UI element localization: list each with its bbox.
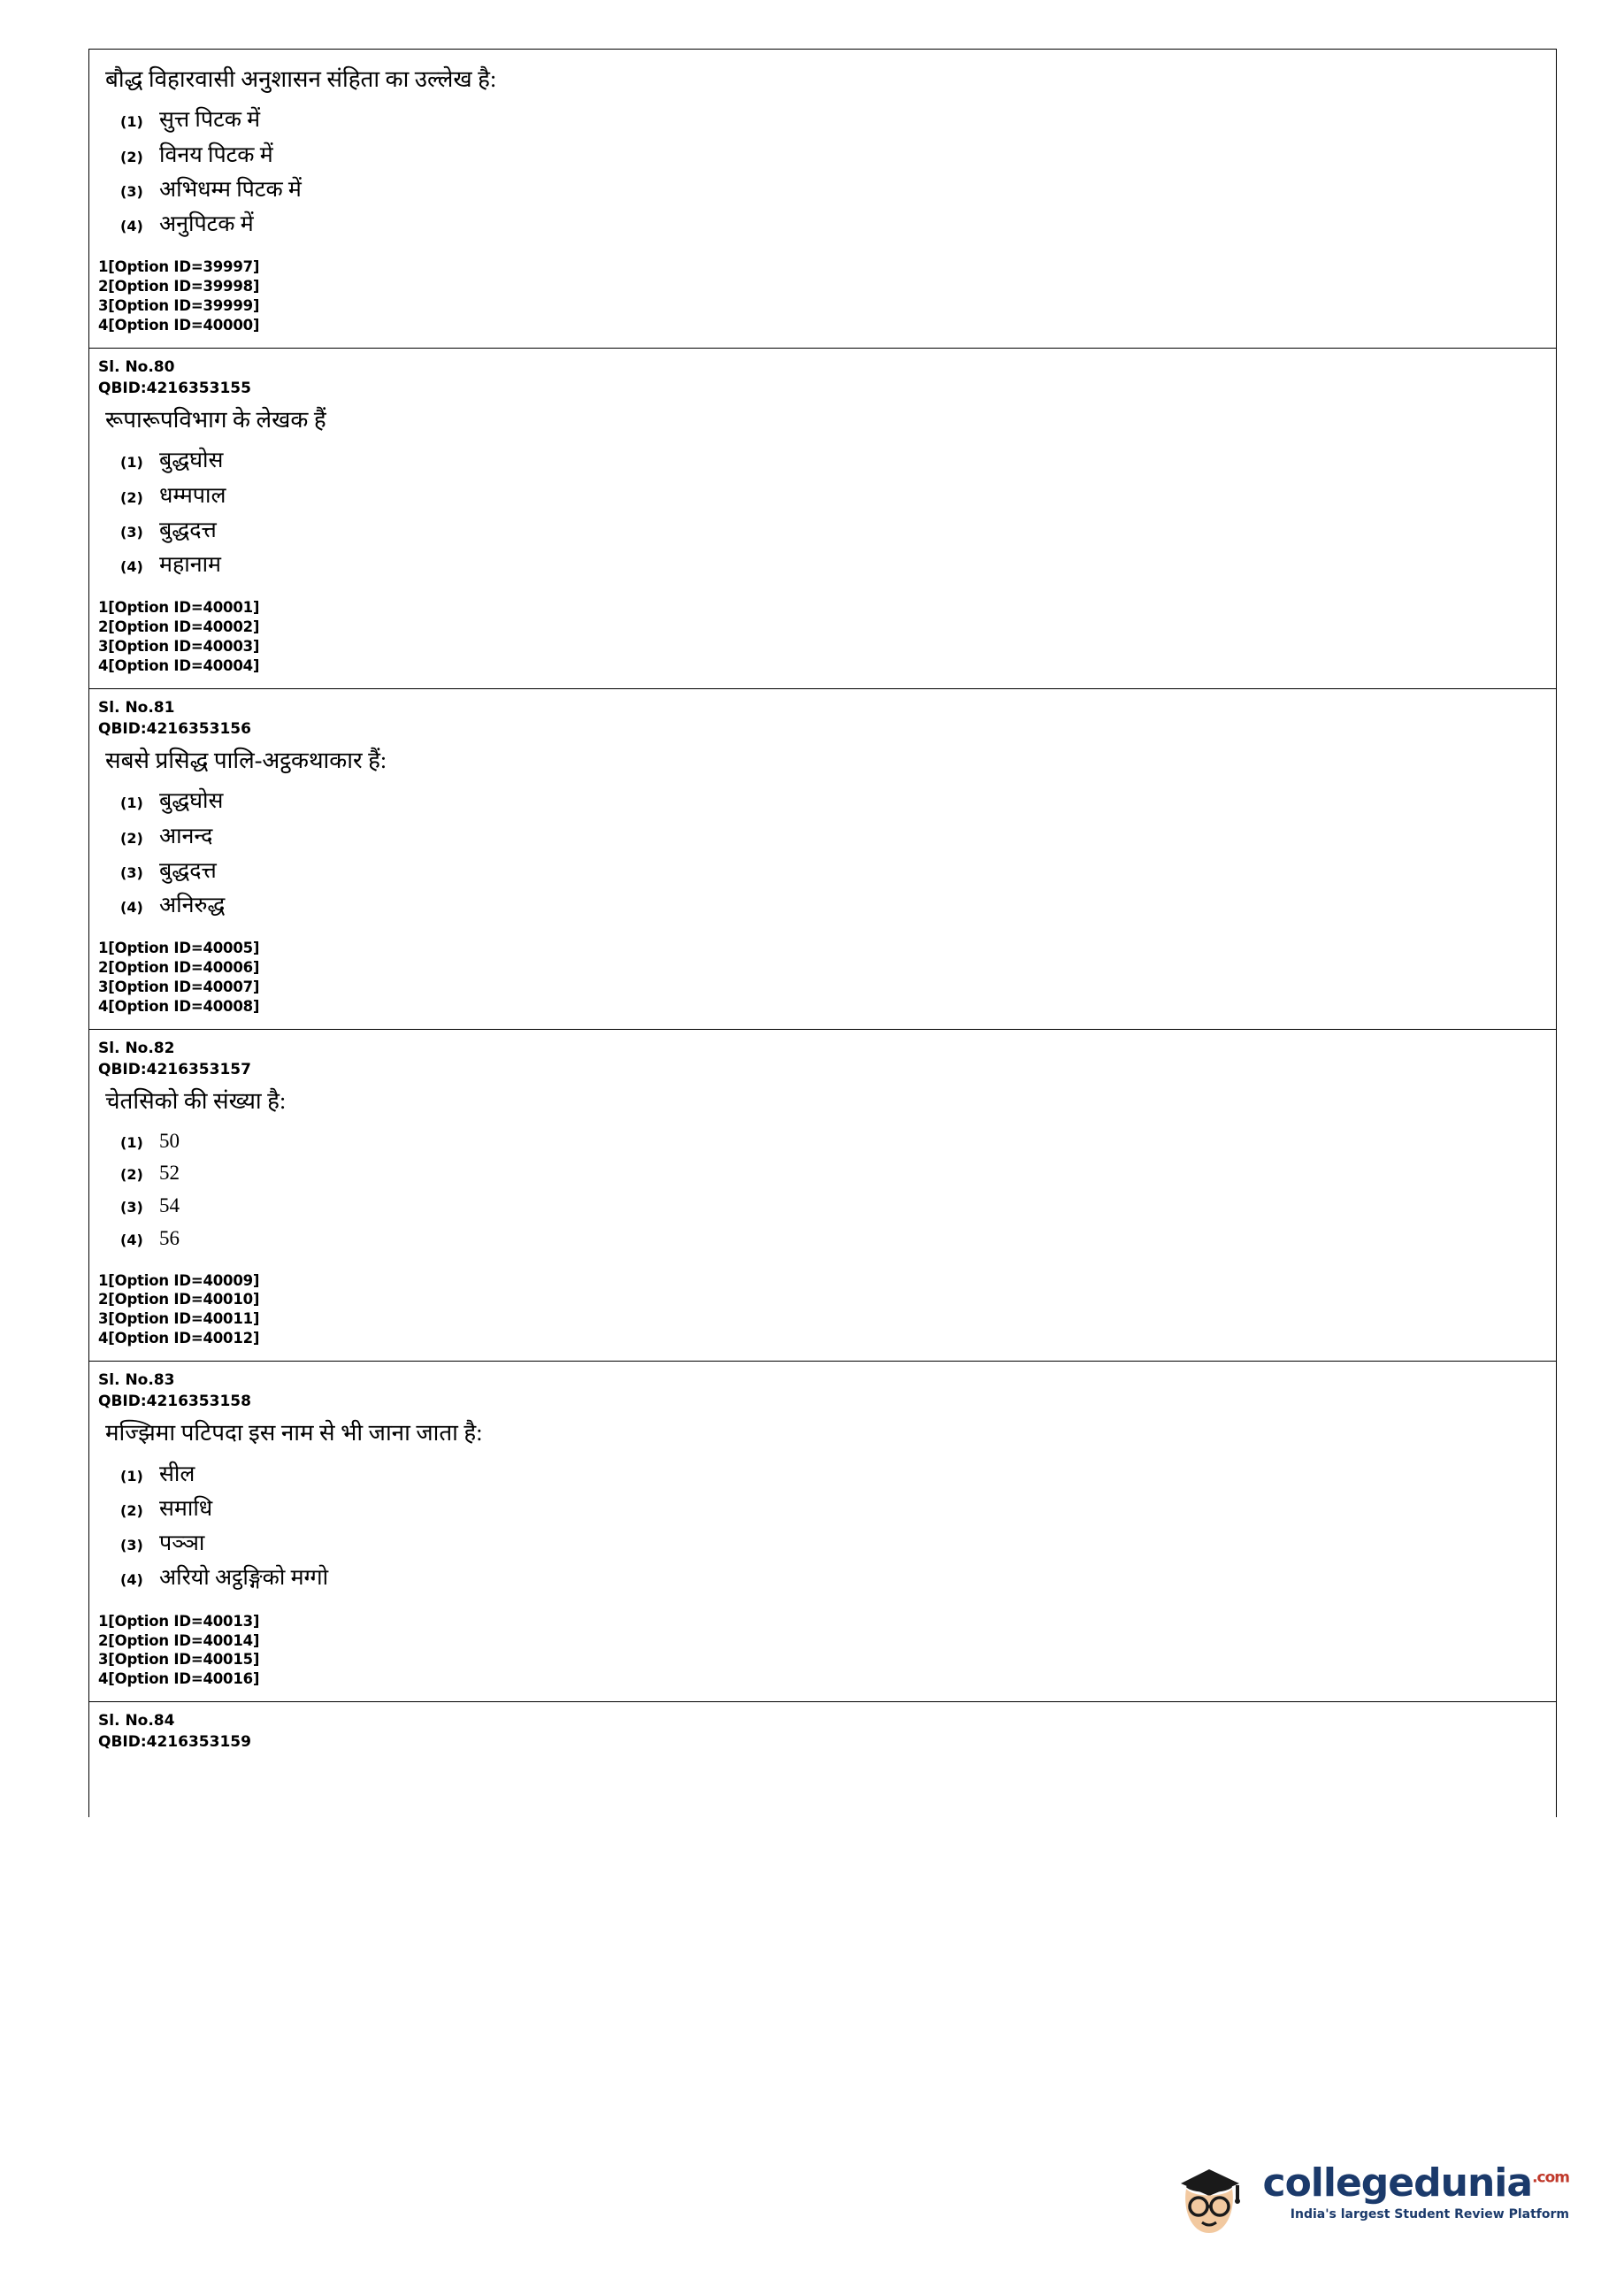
question-text: सबसे प्रसिद्ध पालि-अट्ठकथाकार हैं: (105, 748, 387, 774)
option-id: 4[Option ID=40000] (98, 317, 260, 334)
question-block (89, 50, 1556, 349)
option-id: 1[Option ID=40009] (98, 1271, 260, 1289)
qbid: QBID:4216353155 (98, 379, 251, 397)
option-id: 1[Option ID=40001] (98, 599, 260, 617)
logo-tagline: India's largest Student Review Platform (1290, 2206, 1569, 2221)
serial-number: Sl. No.80 (98, 358, 175, 377)
option-row[interactable] (89, 1186, 1556, 1219)
option-row[interactable] (89, 885, 1556, 919)
collegedunia-logo (1165, 2148, 1569, 2237)
option-text: सील (159, 1462, 195, 1486)
option-number: (2) (120, 1501, 143, 1519)
option-number: (2) (120, 488, 143, 506)
option-number: (3) (120, 1199, 143, 1216)
option-row[interactable] (89, 1454, 1556, 1488)
option-id: 2[Option ID=40014] (98, 1631, 260, 1649)
option-row[interactable] (89, 99, 1556, 134)
option-id-list (89, 1592, 1556, 1690)
option-number: (4) (120, 218, 143, 235)
serial-number: Sl. No.81 (98, 699, 175, 717)
option-number: (2) (120, 148, 143, 165)
option-number: (4) (120, 558, 143, 576)
option-row[interactable] (89, 203, 1556, 238)
option-row[interactable] (89, 1219, 1556, 1252)
option-text: बुद्धघोस (159, 449, 224, 473)
qbid: QBID:4216353159 (98, 1732, 251, 1751)
option-row[interactable] (89, 1122, 1556, 1155)
option-row[interactable] (89, 544, 1556, 579)
option-id: 4[Option ID=40004] (98, 657, 260, 675)
logo-suffix: .com (1532, 2168, 1569, 2186)
qbid: QBID:4216353157 (98, 1060, 251, 1078)
option-number: (1) (120, 1467, 143, 1485)
option-row[interactable] (89, 510, 1556, 544)
option-row[interactable] (89, 850, 1556, 885)
option-text: 52 (159, 1162, 180, 1185)
option-id: 1[Option ID=40005] (98, 940, 260, 957)
option-text: विनय पिटक में (159, 142, 273, 167)
option-number: (3) (120, 523, 143, 541)
option-id: 2[Option ID=39998] (98, 278, 260, 295)
option-id: 3[Option ID=39999] (98, 297, 260, 315)
option-row[interactable] (89, 134, 1556, 169)
option-number: (3) (120, 182, 143, 200)
option-id: 1[Option ID=40013] (98, 1612, 260, 1630)
option-id: 3[Option ID=40007] (98, 978, 260, 996)
option-number: (2) (120, 1166, 143, 1184)
option-text: अभिधम्म पिटक में (159, 177, 302, 202)
mascot-icon (1165, 2148, 1253, 2237)
option-text: पञ्ञा (159, 1531, 205, 1556)
option-text: 50 (159, 1129, 180, 1152)
option-id: 2[Option ID=40002] (98, 618, 260, 636)
option-id: 4[Option ID=40008] (98, 998, 260, 1016)
question-text: बौद्ध विहारवासी अनुशासन संहिता का उल्लेख है: (105, 66, 497, 92)
option-id-list (89, 1252, 1556, 1349)
option-number: (3) (120, 863, 143, 881)
logo-name (1262, 2160, 1569, 2206)
option-text: बुद्धदत्त (159, 518, 217, 542)
option-number: (1) (120, 794, 143, 812)
question-block (89, 349, 1556, 689)
option-number: (4) (120, 1231, 143, 1248)
option-row[interactable] (89, 475, 1556, 510)
option-id: 2[Option ID=40006] (98, 959, 260, 977)
option-number: (1) (120, 113, 143, 131)
qbid: QBID:4216353158 (98, 1392, 251, 1410)
option-text: समाधि (159, 1496, 213, 1521)
option-id: 3[Option ID=40003] (98, 638, 260, 656)
option-number: (3) (120, 1537, 143, 1554)
question-block (89, 689, 1556, 1030)
serial-number: Sl. No.83 (98, 1371, 175, 1390)
option-id-list (89, 919, 1556, 1017)
option-number: (4) (120, 899, 143, 917)
qbid: QBID:4216353156 (98, 719, 251, 738)
option-id: 3[Option ID=40011] (98, 1310, 260, 1328)
option-id-list (89, 238, 1556, 335)
option-number: (1) (120, 454, 143, 472)
option-text: 56 (159, 1226, 180, 1249)
option-row[interactable] (89, 1488, 1556, 1523)
option-number: (1) (120, 1133, 143, 1151)
serial-number: Sl. No.84 (98, 1712, 175, 1730)
option-row[interactable] (89, 1557, 1556, 1592)
option-text: अनुपिटक में (159, 212, 254, 237)
option-id: 2[Option ID=40010] (98, 1291, 260, 1308)
question-block (89, 1702, 1556, 1817)
question-paper (88, 49, 1557, 1817)
option-text: अरियो अट्ठङ्गिको मग्गो (159, 1566, 329, 1591)
option-text: महानाम (159, 553, 222, 578)
option-row[interactable] (89, 1154, 1556, 1186)
option-number: (2) (120, 829, 143, 847)
logo-text (1262, 2160, 1569, 2221)
logo-name-text: collegedunia (1262, 2160, 1533, 2206)
option-row[interactable] (89, 440, 1556, 474)
option-text: अनिरुद्ध (159, 894, 226, 918)
option-text: बुद्धदत्त (159, 858, 217, 883)
question-text: रूपारूपविभाग के लेखक हैं (105, 407, 326, 434)
option-number: (4) (120, 1571, 143, 1589)
option-id: 3[Option ID=40015] (98, 1651, 260, 1669)
option-row[interactable] (89, 780, 1556, 815)
option-text: धम्मपाल (159, 483, 226, 508)
option-row[interactable] (89, 1523, 1556, 1557)
serial-number: Sl. No.82 (98, 1040, 175, 1058)
option-row[interactable] (89, 169, 1556, 203)
option-text: सुत्त पिटक में (159, 108, 261, 133)
question-text: मज्झिमा पटिपदा इस नाम से भी जाना जाता है: (105, 1420, 483, 1446)
question-text: चेतसिको की संख्या है: (105, 1088, 287, 1115)
option-id: 4[Option ID=40016] (98, 1670, 260, 1688)
question-block (89, 1030, 1556, 1362)
question-block (89, 1362, 1556, 1702)
option-id: 4[Option ID=40012] (98, 1330, 260, 1347)
option-id-list (89, 579, 1556, 676)
option-text: 54 (159, 1194, 180, 1217)
option-row[interactable] (89, 816, 1556, 850)
option-text: आनन्द (159, 824, 213, 848)
option-text: बुद्धघोस (159, 789, 224, 814)
option-id: 1[Option ID=39997] (98, 258, 260, 276)
